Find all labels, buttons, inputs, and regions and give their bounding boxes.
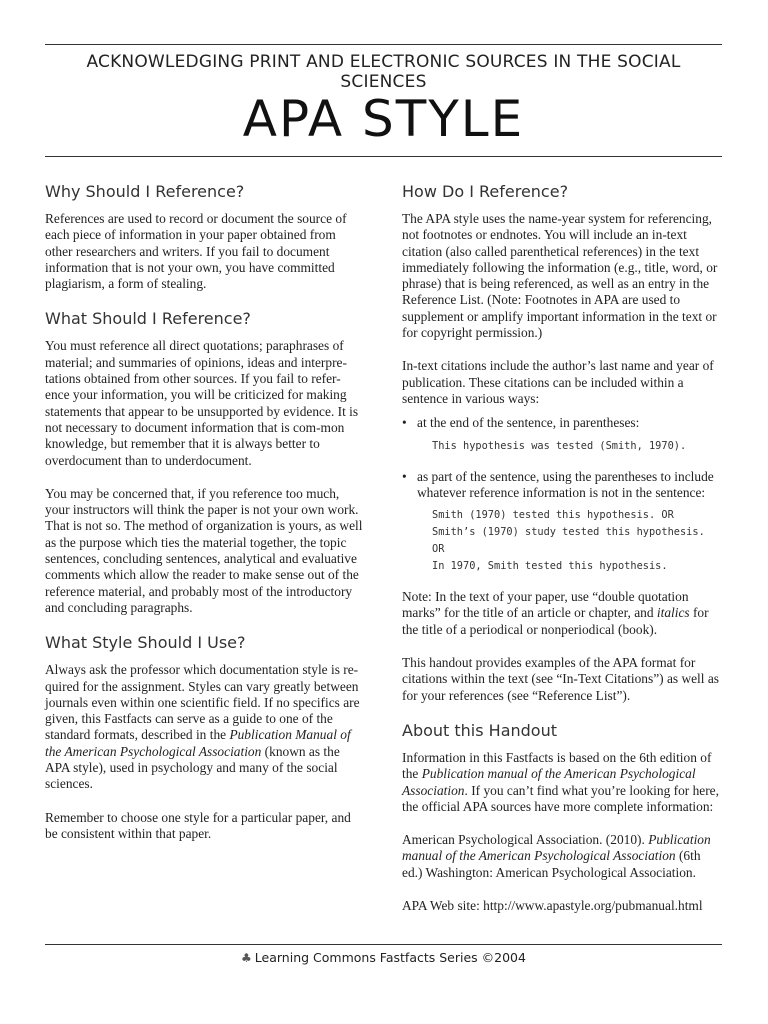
title-rule — [45, 156, 722, 157]
list-item — [402, 415, 722, 454]
cite-text-italic: Publication manual of the American Psychological Association — [402, 832, 711, 864]
how-heading: How Do I Reference? — [402, 182, 569, 201]
note-text-italic: italics — [656, 605, 690, 621]
citation-list — [402, 415, 722, 575]
example-line: Smith (1970) tested this hypothesis. OR — [432, 509, 674, 522]
how-paragraph-2: In-text citations include the author’s last name and year of publication. These citations can be included within a sentence in various ways: — [402, 358, 714, 406]
style-text-italic: Publication Manual of the American Psychological Association — [45, 727, 351, 759]
about-text-a: Information in this Fastfacts is based on the 6th edition of the — [402, 749, 712, 782]
citation-paragraph — [402, 832, 722, 881]
why-paragraph: References are used to record or document the source of each piece of information in your paper obtained from other researchers and writers. If you fail to document information that is not your own, you have committed plagiarism, a form of stealing. — [45, 211, 347, 292]
example-1: This hypothesis was tested (Smith, 1970). — [432, 439, 687, 452]
cite-text-a: American Psychological Association. (2010). — [402, 832, 649, 848]
how-paragraph-1: The APA style uses the name-year system for referencing, not footnotes or endnotes. You will include an in-text citation (also called parenthetical references) in the text immediately following the information (e.g., title, word, or phrase) that is being referenced, as well as an entry in the Reference List. (Note: Footnotes in APA are used to supplement or amplify important information in the text or for copyright permission.) — [402, 211, 718, 341]
what-paragraph-2: You may be concerned that, if you reference too much, your instructors will think the paper is not your own work. That is not so. The method of organization is yours, as well as the purpose which ties the material together, the topic sentences, concluding sentences, analytical and evaluative comments which allow the reader to make sense out of the reference material, and probably most of the introductory and concluding paragraphs. — [45, 485, 363, 615]
handout-paragraph: This handout provides examples of the APA format for citations within the text (see “In-Text Citations”) as well as for your references (see “Reference List”). — [402, 655, 720, 703]
right-column — [402, 182, 722, 931]
web-paragraph: APA Web site: http://www.apastyle.org/pubmanual.html — [402, 898, 703, 914]
bottom-rule — [45, 944, 722, 945]
about-paragraph — [402, 750, 722, 815]
style-text-a: Always ask the professor which documentation style is re-quired for the assignment. Styles can vary greatly between journals even within one scientific field. If no specifics are given, this Fastfacts can serve as a guide to one of the standard formats, described in the — [45, 662, 360, 743]
what-heading: What Should I Reference? — [45, 309, 251, 329]
about-text-italic: Publication manual of the American Psychological Association — [402, 766, 696, 798]
footer-text: Learning Commons Fastfacts Series ©2004 — [254, 950, 526, 965]
note-paragraph — [402, 589, 722, 638]
style-paragraph-2: Remember to choose one style for a particular paper, and be consistent within that paper. — [45, 809, 351, 841]
about-text-b: . If you can’t find what you’re looking for here, the official APA sources have more complete information: — [402, 782, 719, 814]
tree-icon: ♣ — [241, 951, 252, 965]
why-heading: Why Should I Reference? — [45, 182, 245, 201]
example-2 — [417, 507, 722, 575]
bullet-text: as part of the sentence, using the parentheses to include whatever reference information is not in the sentence: — [417, 468, 714, 500]
subtitle: ACKNOWLEDGING PRINT AND ELECTRONIC SOURCES IN THE SOCIAL SCIENCES — [86, 52, 681, 92]
note-text-a: Note: In the text of your paper, use “double quotation marks” for the title of an article or chapter, and — [402, 589, 689, 621]
example-line: In 1970, Smith tested this hypothesis. — [432, 560, 668, 573]
note-text-b: for the title of a periodical or nonperiodical (book). — [402, 605, 709, 637]
style-text-b: (known as the APA style), used in psychology and many of the social sciences. — [45, 743, 340, 792]
cite-text-b: (6th ed.) Washington: American Psychological Association. — [402, 848, 701, 880]
style-paragraph-1 — [45, 662, 363, 792]
style-heading: What Style Should I Use? — [45, 633, 246, 653]
top-rule — [45, 44, 722, 45]
example-line: Smith’s (1970) study tested this hypothesis. OR — [432, 526, 705, 556]
left-column — [45, 182, 363, 859]
what-paragraph-1: You must reference all direct quotations; paraphrases of material; and summaries of opinions, ideas and interpre-tations obtained from other sources. If you fail to refer-ence your information, you will be criticized for making statements that appear to be unsupported by evidence. It is not necessary to document information that is com-mon knowledge, but remember that it is always better to overdocument than to underdocument. — [45, 338, 359, 468]
page-title: APA STYLE — [242, 90, 525, 148]
footer — [45, 950, 722, 965]
about-heading: About this Handout — [402, 720, 558, 740]
list-item — [402, 469, 722, 576]
bullet-text: at the end of the sentence, in parentheses: — [417, 415, 640, 431]
